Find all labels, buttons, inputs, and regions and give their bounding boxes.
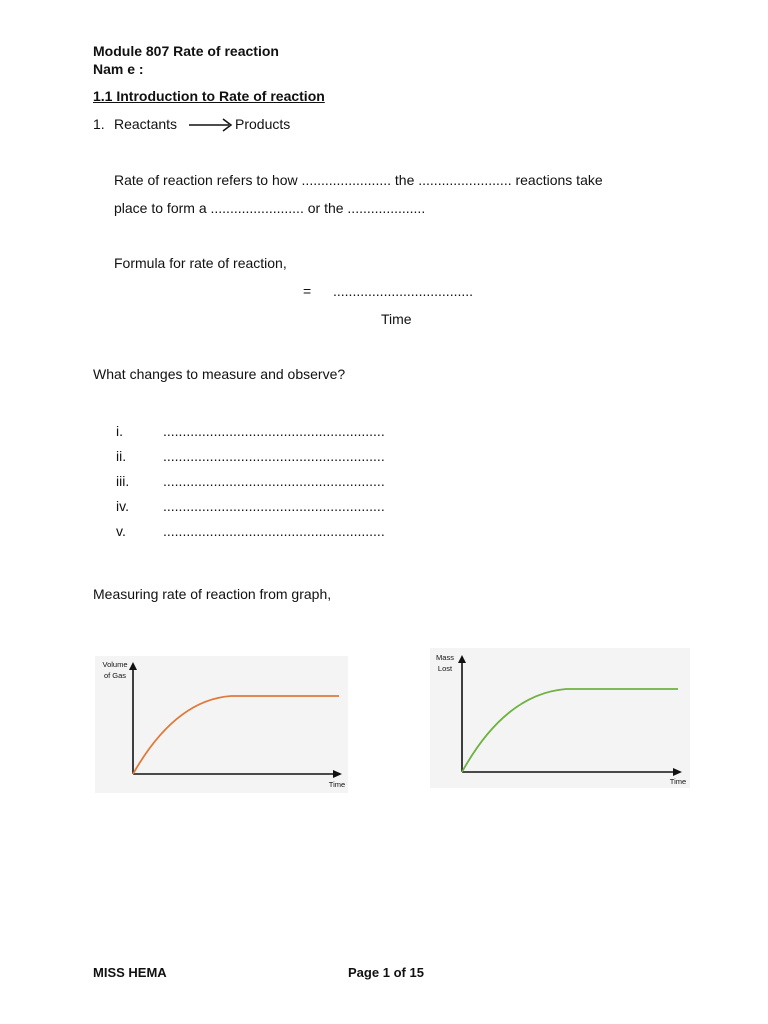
definition-line-2: place to form a ........................ or the .................... [114, 200, 426, 216]
x-axis-label: Time [328, 780, 346, 789]
item-number: 1. [93, 116, 105, 132]
section-heading: 1.1 Introduction to Rate of reaction [93, 88, 325, 104]
y-axis-label-line1: Mass [436, 653, 454, 662]
definition-line-1: Rate of reaction refers to how ....................... the ........................ reactions take [114, 172, 603, 188]
series-line-volume [133, 696, 339, 774]
formula-denominator: Time [381, 311, 412, 327]
list-blank: ......................................................... [163, 498, 385, 514]
graph-mass-lost [430, 648, 692, 790]
list-blank: ......................................................... [163, 423, 385, 439]
list-numeral: v. [116, 523, 126, 539]
name-label: Nam e : [93, 61, 144, 77]
x-axis-arrowhead [333, 770, 342, 778]
y-axis-label-line1: Volume [102, 660, 128, 669]
graph-intro: Measuring rate of reaction from graph, [93, 586, 332, 602]
list-numeral: ii. [116, 448, 127, 464]
y-axis-arrowhead [458, 655, 466, 663]
reaction-arrow [187, 117, 237, 133]
module-title: Module 807 Rate of reaction [93, 43, 279, 59]
list-blank: ......................................................... [163, 473, 385, 489]
reactants-label: Reactants [114, 116, 178, 132]
y-axis-label-line2: of Gas [103, 671, 127, 680]
formula-label: Formula for rate of reaction, [114, 255, 287, 271]
list-numeral: iv. [116, 498, 129, 514]
list-blank: ......................................................... [163, 448, 385, 464]
list-numeral: iii. [116, 473, 130, 489]
page-word: Page [348, 965, 380, 980]
footer-page-number [348, 965, 424, 980]
page-of: of [393, 965, 406, 980]
measure-question: What changes to measure and observe? [93, 366, 346, 382]
products-label: Products [235, 116, 291, 132]
footer-author: MISS HEMA [93, 965, 167, 980]
formula-equals: = [303, 283, 312, 299]
graph-volume-of-gas [95, 656, 355, 796]
page-total: 15 [409, 965, 424, 980]
page-current: 1 [382, 965, 390, 980]
y-axis-label-line2: Lost [437, 664, 453, 673]
series-line-mass [462, 689, 678, 772]
list-blank: ......................................................... [163, 523, 385, 539]
y-axis-arrowhead [129, 662, 137, 670]
x-axis-arrowhead [673, 768, 682, 776]
list-numeral: i. [116, 423, 123, 439]
x-axis-label: Time [669, 777, 687, 786]
formula-numerator: .................................... [333, 283, 474, 299]
